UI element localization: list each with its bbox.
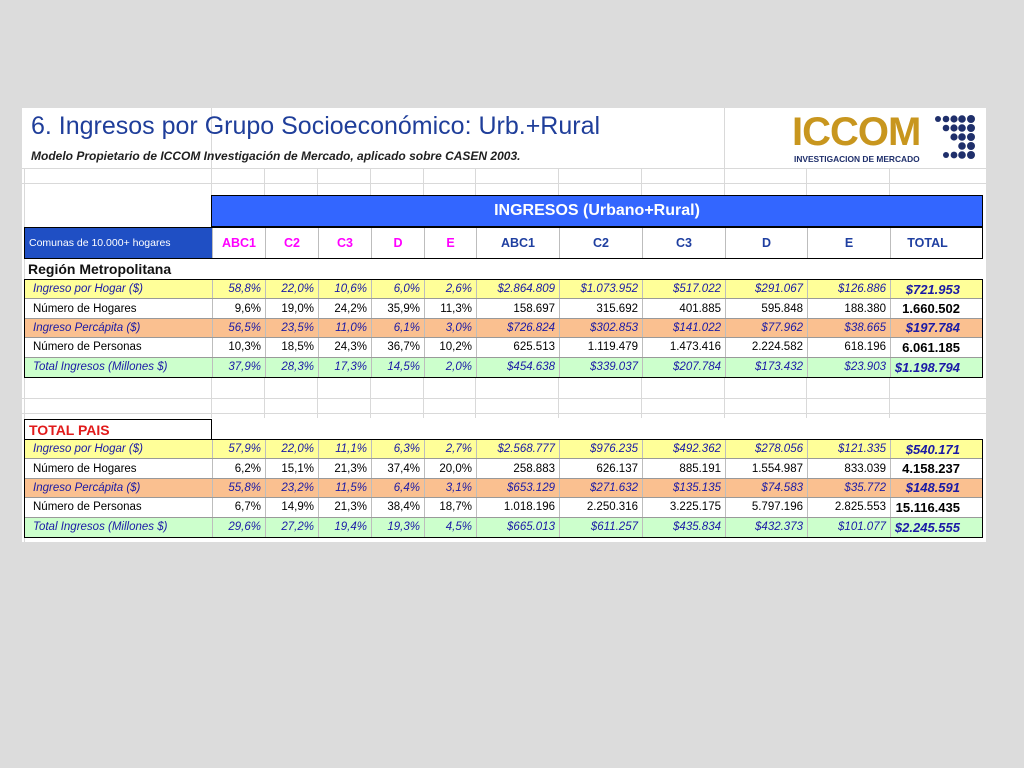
data-cell[interactable]: $207.784 xyxy=(643,358,726,377)
header-val-abc1: ABC1 xyxy=(477,228,560,258)
table-row xyxy=(25,518,982,537)
gridline xyxy=(264,378,265,418)
data-cell[interactable]: 1.554.987 xyxy=(726,459,808,477)
data-cell[interactable]: 401.885 xyxy=(643,299,726,317)
data-cell[interactable]: 29,6% xyxy=(213,518,266,537)
data-cell[interactable]: $173.432 xyxy=(726,358,808,377)
header-val-d: D xyxy=(726,228,808,258)
logo-wordmark: ICCOM xyxy=(792,110,921,154)
data-cell[interactable]: $135.135 xyxy=(643,479,726,497)
data-cell[interactable]: 2.250.316 xyxy=(560,498,643,516)
data-cell[interactable]: 3,1% xyxy=(425,479,477,497)
data-cell[interactable]: 3,0% xyxy=(425,319,477,337)
data-cell[interactable]: 188.380 xyxy=(808,299,891,317)
data-cell[interactable]: 23,2% xyxy=(266,479,319,497)
total-cell[interactable]: 4.158.237 xyxy=(902,461,960,477)
gridline xyxy=(475,378,476,418)
data-cell[interactable]: 2.825.553 xyxy=(808,498,891,516)
data-cell[interactable]: 15,1% xyxy=(266,459,319,477)
header-pct-c2: C2 xyxy=(266,228,319,258)
data-cell[interactable]: 4,5% xyxy=(425,518,477,537)
header-pct-c3: C3 xyxy=(319,228,372,258)
data-cell[interactable]: 23,5% xyxy=(266,319,319,337)
gridline xyxy=(724,378,725,418)
row-label[interactable]: Número de Personas xyxy=(25,498,213,516)
data-cell[interactable]: 36,7% xyxy=(372,338,425,356)
data-cell[interactable]: 10,6% xyxy=(319,280,372,298)
data-cell[interactable]: 35,9% xyxy=(372,299,425,317)
data-cell[interactable]: 6,0% xyxy=(372,280,425,298)
data-cell[interactable]: $976.235 xyxy=(560,440,643,458)
data-cell[interactable]: 3.225.175 xyxy=(643,498,726,516)
data-cell[interactable]: 2,7% xyxy=(425,440,477,458)
row-label[interactable]: Número de Hogares xyxy=(25,459,213,477)
gridline xyxy=(423,378,424,418)
total-cell[interactable]: 6.061.185 xyxy=(902,339,960,355)
data-cell[interactable]: 21,3% xyxy=(319,459,372,477)
section-title-total-pais: TOTAL PAIS xyxy=(24,419,212,439)
gridline xyxy=(370,378,371,418)
iccom-logo xyxy=(792,110,982,166)
gridline xyxy=(22,183,986,184)
data-cell[interactable]: 24,2% xyxy=(319,299,372,317)
total-cell[interactable]: $148.591 xyxy=(905,480,960,496)
total-cell[interactable]: $1.198.794 xyxy=(894,359,960,375)
data-cell[interactable]: 19,4% xyxy=(319,518,372,537)
data-cell[interactable]: 19,0% xyxy=(266,299,319,317)
ingresos-banner: INGRESOS (Urbano+Rural) xyxy=(211,195,983,227)
data-cell[interactable]: 885.191 xyxy=(643,459,726,477)
data-cell[interactable]: $141.022 xyxy=(643,319,726,337)
data-cell[interactable]: $35.772 xyxy=(808,479,891,497)
data-cell[interactable]: $2.568.777 xyxy=(477,440,560,458)
data-cell[interactable]: 618.196 xyxy=(808,338,891,356)
data-cell[interactable]: 2,0% xyxy=(425,358,477,377)
gridline xyxy=(641,378,642,418)
data-cell[interactable]: 5.797.196 xyxy=(726,498,808,516)
header-comunas-label: Comunas de 10.000+ hogares xyxy=(25,228,213,258)
data-cell[interactable]: 37,4% xyxy=(372,459,425,477)
page-title: 6. Ingresos por Grupo Socioeconómico: Urb.+Rural xyxy=(31,112,601,140)
table-metropolitana xyxy=(24,279,983,378)
data-cell[interactable]: 626.137 xyxy=(560,459,643,477)
row-label[interactable]: Total Ingresos (Millones $) xyxy=(25,518,213,537)
column-header-row xyxy=(24,227,983,259)
total-cell[interactable]: 15.116.435 xyxy=(895,499,960,515)
data-cell[interactable]: $302.853 xyxy=(560,319,643,337)
data-cell[interactable]: $271.632 xyxy=(560,479,643,497)
table-row xyxy=(25,479,982,498)
row-label[interactable]: Número de Personas xyxy=(25,338,213,356)
row-label[interactable]: Total Ingresos (Millones $) xyxy=(25,358,213,377)
header-pct-abc1: ABC1 xyxy=(213,228,266,258)
row-label[interactable]: Ingreso por Hogar ($) xyxy=(25,440,213,458)
row-label[interactable]: Ingreso Percápita ($) xyxy=(25,479,213,497)
total-cell[interactable]: $2.245.555 xyxy=(894,519,960,535)
data-cell[interactable]: 19,3% xyxy=(372,518,425,537)
data-cell[interactable]: $278.056 xyxy=(726,440,808,458)
data-cell[interactable]: $653.129 xyxy=(477,479,560,497)
data-cell[interactable]: 1.119.479 xyxy=(560,338,643,356)
table-row xyxy=(25,338,982,357)
row-label[interactable]: Ingreso por Hogar ($) xyxy=(25,280,213,298)
data-cell[interactable]: 11,0% xyxy=(319,319,372,337)
data-cell[interactable]: $665.013 xyxy=(477,518,560,537)
table-total-pais xyxy=(24,439,983,538)
data-cell[interactable]: $454.638 xyxy=(477,358,560,377)
data-cell[interactable]: 9,6% xyxy=(213,299,266,317)
table-row xyxy=(25,319,982,338)
gridline xyxy=(22,398,986,399)
total-cell[interactable]: $540.171 xyxy=(905,441,960,457)
data-cell[interactable]: $74.583 xyxy=(726,479,808,497)
data-cell[interactable]: 58,8% xyxy=(213,280,266,298)
data-cell[interactable]: 38,4% xyxy=(372,498,425,516)
data-cell[interactable]: 158.697 xyxy=(477,299,560,317)
data-cell[interactable]: 1.018.196 xyxy=(477,498,560,516)
header-val-c2: C2 xyxy=(560,228,643,258)
gridline xyxy=(558,378,559,418)
data-cell[interactable]: 28,3% xyxy=(266,358,319,377)
data-cell[interactable]: 6,7% xyxy=(213,498,266,516)
data-cell[interactable]: $2.864.809 xyxy=(477,280,560,298)
data-cell[interactable]: 6,1% xyxy=(372,319,425,337)
data-cell[interactable]: 55,8% xyxy=(213,479,266,497)
gridline xyxy=(22,413,986,414)
row-label[interactable]: Ingreso Percápita ($) xyxy=(25,319,213,337)
table-row xyxy=(25,299,982,318)
data-cell[interactable]: 14,5% xyxy=(372,358,425,377)
data-cell[interactable]: 14,9% xyxy=(266,498,319,516)
data-cell[interactable]: 11,5% xyxy=(319,479,372,497)
data-cell[interactable]: $126.886 xyxy=(808,280,891,298)
gridline xyxy=(724,108,725,198)
data-cell[interactable]: 6,2% xyxy=(213,459,266,477)
table-row xyxy=(25,280,982,299)
data-cell[interactable]: 17,3% xyxy=(319,358,372,377)
table-row xyxy=(25,358,982,377)
data-cell[interactable]: 22,0% xyxy=(266,280,319,298)
data-cell[interactable]: 11,1% xyxy=(319,440,372,458)
data-cell[interactable]: 6,3% xyxy=(372,440,425,458)
gridline xyxy=(317,378,318,418)
logo-tagline: INVESTIGACION DE MERCADO xyxy=(794,154,920,164)
data-cell[interactable]: $121.335 xyxy=(808,440,891,458)
data-cell[interactable]: 18,7% xyxy=(425,498,477,516)
data-cell[interactable]: 625.513 xyxy=(477,338,560,356)
gridline xyxy=(806,378,807,418)
data-cell[interactable]: 10,3% xyxy=(213,338,266,356)
header-val-c3: C3 xyxy=(643,228,726,258)
data-cell[interactable]: 24,3% xyxy=(319,338,372,356)
page-subtitle: Modelo Propietario de ICCOM Investigación de Mercado, aplicado sobre CASEN 2003. xyxy=(31,149,521,163)
data-cell[interactable]: 22,0% xyxy=(266,440,319,458)
spreadsheet xyxy=(22,108,986,542)
header-pct-d: D xyxy=(372,228,425,258)
data-cell[interactable]: 258.883 xyxy=(477,459,560,477)
data-cell[interactable]: 10,2% xyxy=(425,338,477,356)
data-cell[interactable]: 833.039 xyxy=(808,459,891,477)
data-cell[interactable]: 2.224.582 xyxy=(726,338,808,356)
data-cell[interactable]: $517.022 xyxy=(643,280,726,298)
data-cell[interactable]: 57,9% xyxy=(213,440,266,458)
gridline xyxy=(211,378,212,418)
data-cell[interactable]: 20,0% xyxy=(425,459,477,477)
logo-dots-icon xyxy=(933,114,981,162)
data-cell[interactable]: 27,2% xyxy=(266,518,319,537)
data-cell[interactable]: $291.067 xyxy=(726,280,808,298)
total-cell[interactable]: 1.660.502 xyxy=(902,301,960,317)
data-cell[interactable]: 11,3% xyxy=(425,299,477,317)
header-total: TOTAL xyxy=(907,236,948,250)
table-row xyxy=(25,459,982,478)
gridline xyxy=(889,378,890,418)
header-pct-e: E xyxy=(425,228,477,258)
header-val-e: E xyxy=(808,228,891,258)
total-cell[interactable]: $197.784 xyxy=(905,320,960,336)
table-row xyxy=(25,498,982,517)
data-cell[interactable]: $101.077 xyxy=(808,518,891,537)
total-cell[interactable]: $721.953 xyxy=(905,281,960,297)
table-row xyxy=(25,440,982,459)
data-cell[interactable]: 21,3% xyxy=(319,498,372,516)
data-cell[interactable]: $77.962 xyxy=(726,319,808,337)
data-cell[interactable]: 6,4% xyxy=(372,479,425,497)
data-cell[interactable]: $38.665 xyxy=(808,319,891,337)
data-cell[interactable]: $432.373 xyxy=(726,518,808,537)
data-cell[interactable]: 1.473.416 xyxy=(643,338,726,356)
data-cell[interactable]: 595.848 xyxy=(726,299,808,317)
data-cell[interactable]: $435.834 xyxy=(643,518,726,537)
row-label[interactable]: Número de Hogares xyxy=(25,299,213,317)
data-cell[interactable]: $23.903 xyxy=(808,358,891,377)
data-cell[interactable]: $339.037 xyxy=(560,358,643,377)
data-cell[interactable]: 2,6% xyxy=(425,280,477,298)
data-cell[interactable]: $726.824 xyxy=(477,319,560,337)
gridline xyxy=(22,168,986,169)
section-title-metropolitana: Región Metropolitana xyxy=(28,261,172,277)
data-cell[interactable]: $492.362 xyxy=(643,440,726,458)
data-cell[interactable]: 315.692 xyxy=(560,299,643,317)
data-cell[interactable]: $1.073.952 xyxy=(560,280,643,298)
data-cell[interactable]: 18,5% xyxy=(266,338,319,356)
data-cell[interactable]: 37,9% xyxy=(213,358,266,377)
data-cell[interactable]: 56,5% xyxy=(213,319,266,337)
data-cell[interactable]: $611.257 xyxy=(560,518,643,537)
